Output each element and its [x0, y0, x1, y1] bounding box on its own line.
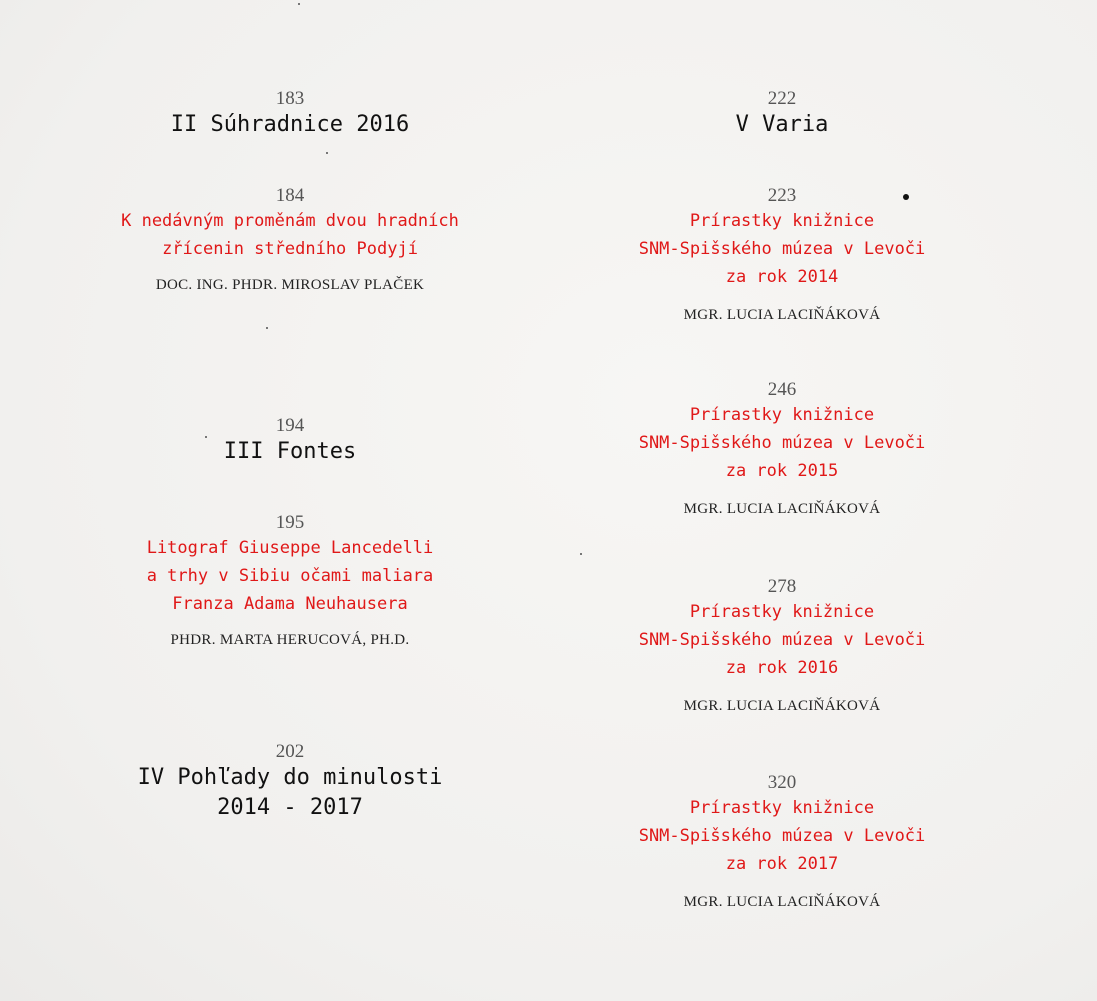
article-title-line: za rok 2017: [725, 854, 839, 874]
toc-entry: [572, 88, 992, 140]
ink-speck: [580, 553, 582, 555]
toc-entry: [40, 415, 540, 467]
section-heading-line: 2014 - 2017: [217, 795, 363, 820]
author: PHDR. MARTA HERUCOVÁ, PH.D.: [170, 632, 410, 648]
author: MGR. LUCIA LACIŇÁKOVÁ: [683, 698, 881, 714]
article-title-line: Prírastky knižnice: [689, 602, 875, 622]
article-title-line: a trhy v Sibiu očami maliara: [146, 566, 434, 586]
toc-entry: [40, 741, 540, 823]
toc-entry: [572, 379, 992, 519]
author: MGR. LUCIA LACIŇÁKOVÁ: [683, 307, 881, 323]
article-title-line: Prírastky knižnice: [689, 211, 875, 231]
page-number: 222: [767, 88, 797, 109]
article-title-line: za rok 2015: [725, 461, 839, 481]
page-number: 320: [767, 772, 797, 793]
ink-speck: [266, 327, 268, 329]
article-title-line: za rok 2016: [725, 658, 839, 678]
toc-entry: [40, 512, 540, 650]
author: DOC. ING. PHDR. MIROSLAV PLAČEK: [155, 277, 425, 293]
section-heading: III Fontes: [223, 439, 357, 464]
article-title-line: za rok 2014: [725, 267, 839, 287]
article-title-line: zřícenin středního Podyjí: [162, 239, 418, 259]
author: MGR. LUCIA LACIŇÁKOVÁ: [683, 501, 881, 517]
page-number: 184: [275, 185, 305, 206]
article-title-line: SNM-Spišského múzea v Levoči: [638, 826, 926, 846]
article-title-line: Litograf Giuseppe Lancedelli: [146, 538, 434, 558]
ink-speck: [903, 194, 909, 200]
toc-entry: [572, 772, 992, 912]
page-number: 223: [767, 185, 797, 206]
article-title-line: SNM-Spišského múzea v Levoči: [638, 630, 926, 650]
page-number: 194: [275, 415, 305, 436]
toc-entry: [572, 185, 992, 325]
ink-speck: [326, 152, 328, 154]
article-title-line: K nedávným proměnám dvou hradních: [121, 211, 459, 231]
section-heading-line: IV Pohľady do minulosti: [137, 765, 443, 790]
page-number: 195: [275, 512, 305, 533]
toc-entry: [572, 576, 992, 716]
ink-speck: [205, 436, 207, 438]
page-number: 183: [275, 88, 305, 109]
article-title-line: SNM-Spišského múzea v Levoči: [638, 239, 926, 259]
page-number: 278: [767, 576, 797, 597]
page-number: 246: [767, 379, 797, 400]
article-title-line: Prírastky knižnice: [689, 798, 875, 818]
author: MGR. LUCIA LACIŇÁKOVÁ: [683, 894, 881, 910]
article-title-line: SNM-Spišského múzea v Levoči: [638, 433, 926, 453]
toc-entry: [40, 88, 540, 140]
article-title-line: Prírastky knižnice: [689, 405, 875, 425]
section-heading: V Varia: [735, 112, 829, 137]
article-title-line: Franza Adama Neuhausera: [172, 594, 408, 614]
toc-entry: [40, 185, 540, 295]
ink-speck: [298, 3, 300, 5]
page-number: 202: [275, 741, 305, 762]
section-heading: II Súhradnice 2016: [170, 112, 410, 137]
